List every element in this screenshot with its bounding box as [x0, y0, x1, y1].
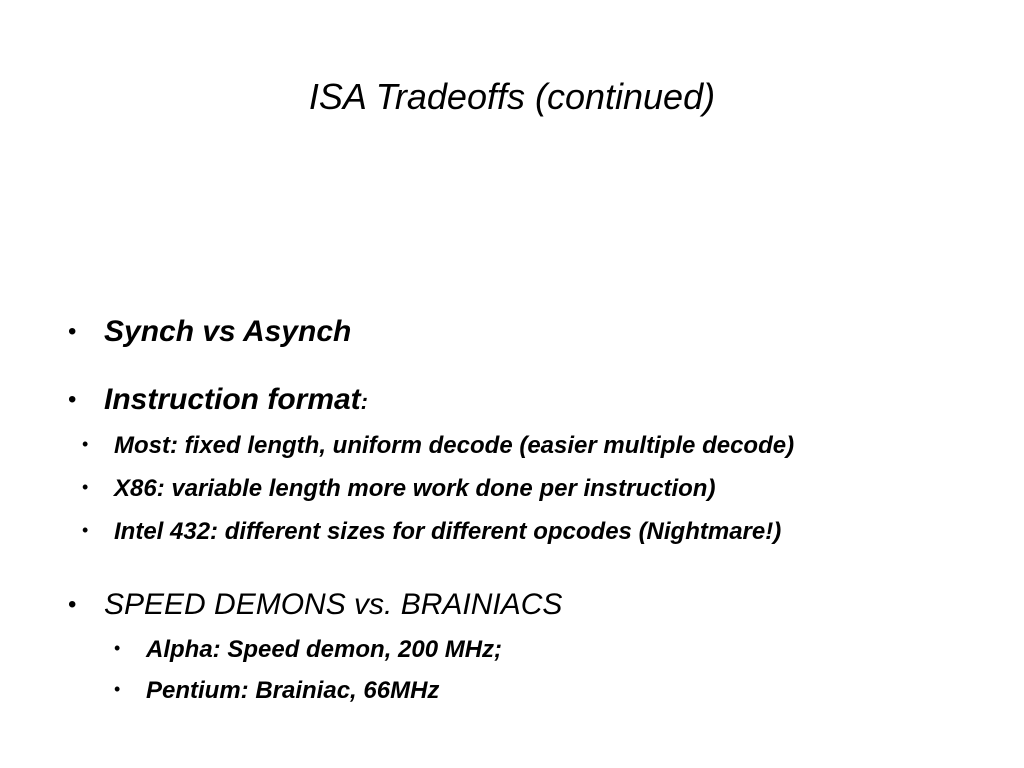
bullet-icon: •	[82, 477, 89, 497]
bullet-text: Alpha: Speed demon, 200 MHz;	[146, 636, 503, 663]
bullet-text: X86: variable length more work done per instruction)	[114, 475, 716, 502]
bullet-text-main: Instruction format	[104, 383, 361, 416]
bullet-text: Most: fixed length, uniform decode (easier multiple decode)	[114, 432, 795, 459]
bullet-icon: •	[114, 679, 121, 699]
bullet-icon: •	[82, 434, 89, 454]
bullet-text: Pentium: Brainiac, 66MHz	[146, 677, 440, 704]
bullet-text	[104, 382, 368, 420]
bullet-icon: •	[82, 520, 89, 540]
bullet-text: Intel 432: different sizes for different opcodes (Nightmare!)	[114, 518, 782, 545]
bullet-text: Synch vs Asynch	[104, 315, 352, 348]
bullet-text-suffix: :	[360, 389, 368, 414]
bullet-icon: •	[68, 386, 77, 413]
slide-title: ISA Tradeoffs (continued)	[308, 76, 716, 117]
bullet-icon: •	[114, 638, 121, 658]
bullet-icon: •	[68, 591, 77, 618]
bullet-text: SPEED DEMONS vs. BRAINIACS	[104, 588, 563, 621]
bullet-icon: •	[68, 318, 77, 345]
